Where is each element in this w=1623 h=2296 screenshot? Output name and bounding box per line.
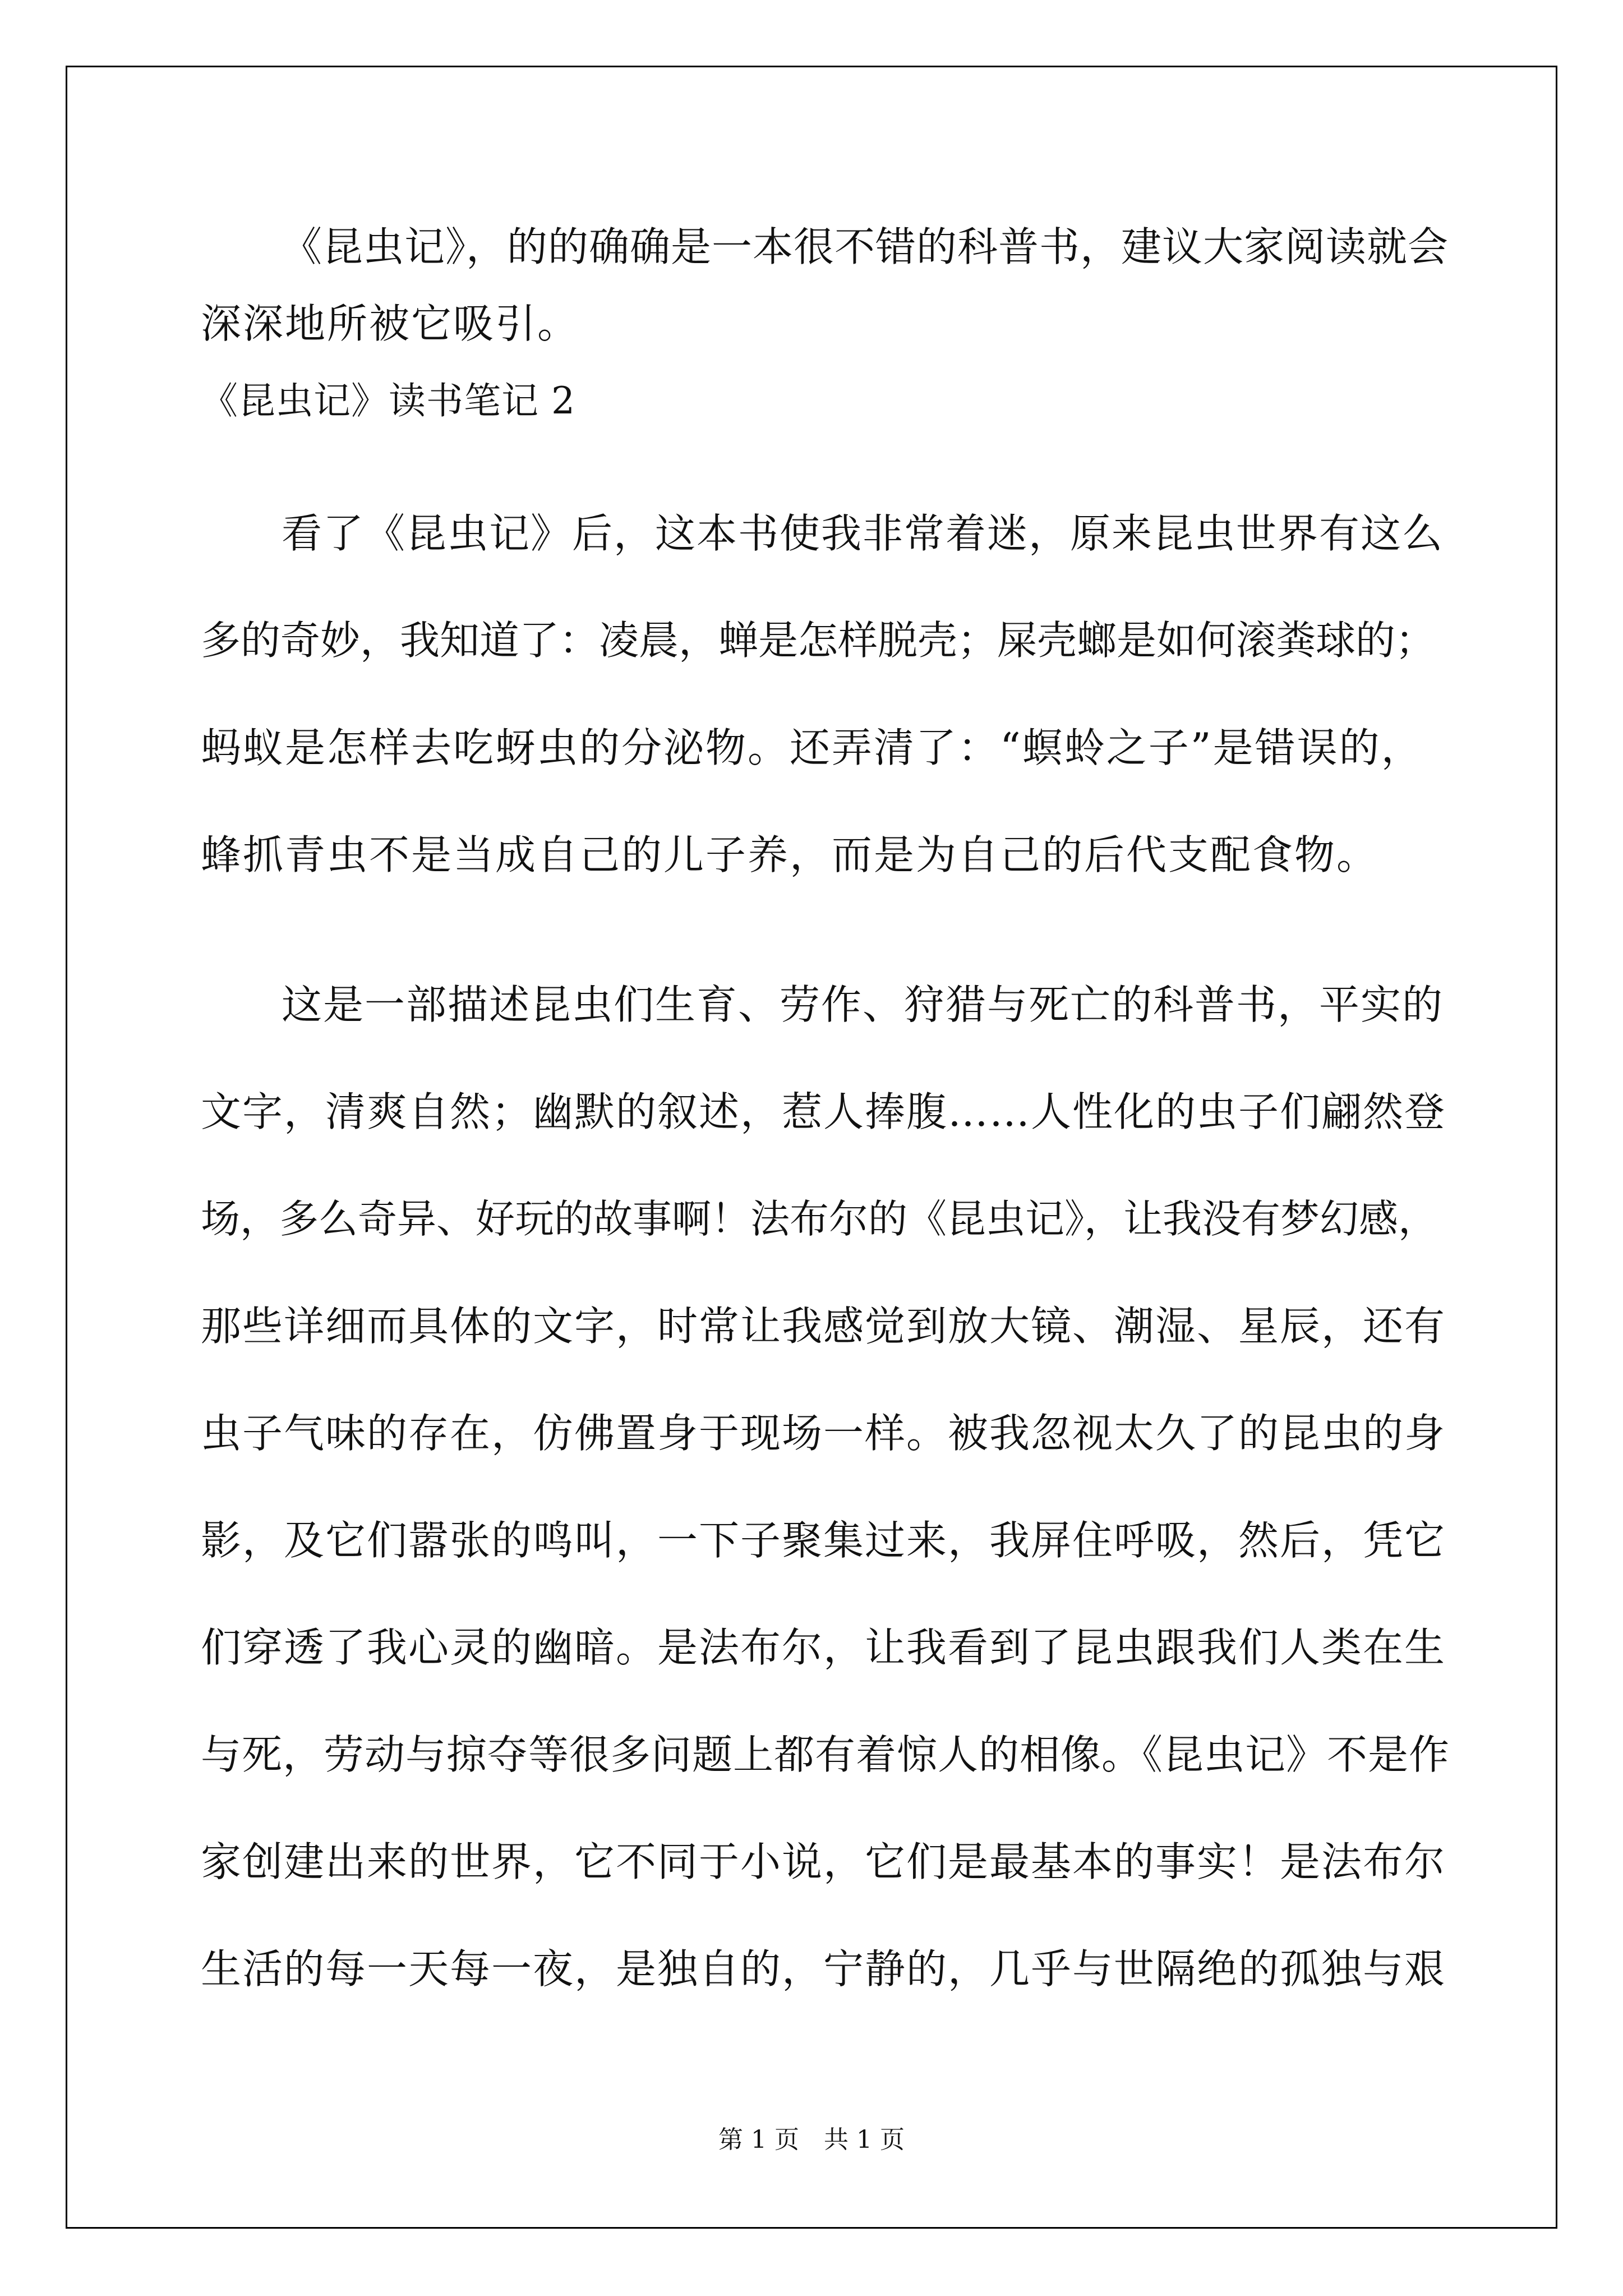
paragraph-3-line-2: 文字，清爽自然；幽默的叙述，惹人捧腹……人性化的虫子们翩然登 <box>201 1088 1446 1135</box>
paragraph-2-line-4: 蜂抓青虫不是当成自己的儿子养，而是为自己的后代支配食物。 <box>201 831 1379 878</box>
page-footer: 第 1 页 共 1 页 <box>718 2125 905 2154</box>
paragraph-3-line-4: 那些详细而具体的文字，时常让我感觉到放大镜、潮湿、星辰，还有 <box>201 1303 1446 1350</box>
paragraph-2-line-3: 蚂蚁是怎样去吃蚜虫的分泌物。还弄清了：“螟蛉之子”是错误的， <box>201 724 1423 771</box>
paragraph-3-line-6: 影，及它们嚣张的鸣叫，一下子聚集过来，我屏住呼吸，然后，凭它 <box>201 1517 1446 1564</box>
paragraph-3-line-8: 与死，劳动与掠夺等很多问题上都有着惊人的相像。《昆虫记》不是作 <box>201 1731 1450 1778</box>
paragraph-1-line-2: 深深地所被它吸引。 <box>201 300 580 347</box>
paragraph-3-line-7: 们穿透了我心灵的幽暗。是法布尔，让我看到了昆虫跟我们人类在生 <box>201 1624 1446 1671</box>
paragraph-3-line-10: 生活的每一天每一夜，是独自的，宁静的，几乎与世隔绝的孤独与艰 <box>201 1945 1446 1993</box>
paragraph-3-line-1: 这是一部描述昆虫们生育、劳作、狩猎与死亡的科普书，平实的 <box>282 981 1444 1028</box>
paragraph-3-line-9: 家创建出来的世界，它不同于小说，它们是最基本的事实！是法布尔 <box>201 1838 1446 1885</box>
paragraph-3-line-3: 场，多么奇异、好玩的故事啊！法布尔的《昆虫记》，让我没有梦幻感， <box>201 1196 1437 1242</box>
paragraph-3-line-5: 虫子气味的存在，仿佛置身于现场一样。被我忽视太久了的昆虫的身 <box>201 1410 1446 1457</box>
paragraph-2-line-2: 多的奇妙，我知道了：凌晨，蝉是怎样脱壳；屎壳螂是如何滚粪球的； <box>201 617 1436 664</box>
paragraph-1-line-1: 《昆虫记》，的的确确是一本很不错的科普书，建议大家阅读就会 <box>282 223 1449 270</box>
section-heading: 《昆虫记》读书笔记 2 <box>201 379 575 422</box>
paragraph-2-line-1: 看了《昆虫记》后，这本书使我非常着迷，原来昆虫世界有这么 <box>282 510 1444 557</box>
